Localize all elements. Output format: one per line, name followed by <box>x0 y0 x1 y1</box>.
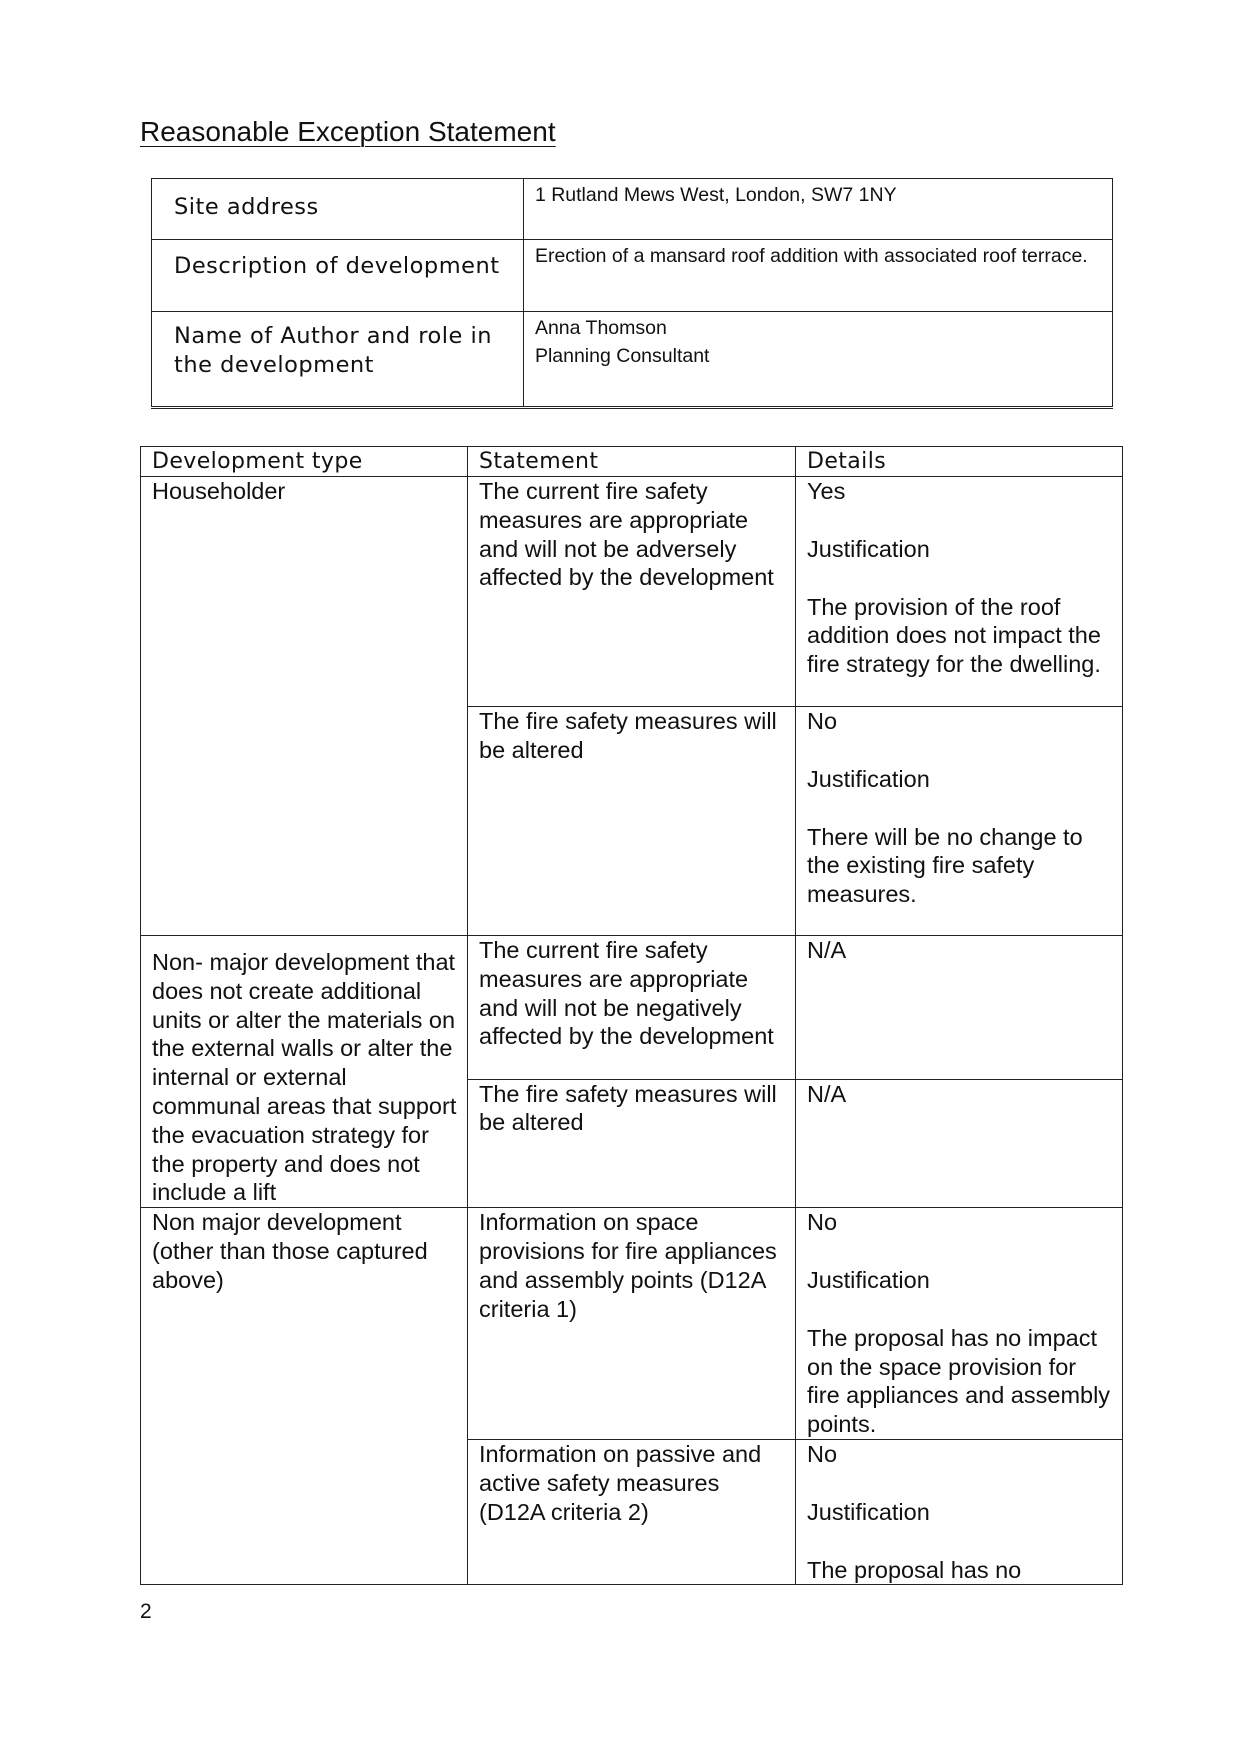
description-row <box>152 240 1113 312</box>
header-statement: Statement <box>468 447 796 477</box>
description-label: Description of development <box>152 240 524 312</box>
statement-cell: Information on passive and active safety measures (D12A criteria 2) <box>468 1439 796 1584</box>
details-cell <box>796 1439 1123 1584</box>
development-type-cell: Non- major development that does not create additional units or alter the materials on the external walls or alter the internal or external communal areas that support the evacuation strategy for the property and does not include a lift <box>141 936 468 1208</box>
justification-text: The proposal has no impact on the space provision for fire appliances and assembly points. <box>807 1324 1111 1438</box>
details-cell <box>796 1208 1123 1440</box>
justification-label: Justification <box>807 765 930 792</box>
site-address-row <box>152 179 1113 240</box>
table-row <box>141 477 1123 707</box>
statement-cell: The current fire safety measures are appropriate and will not be adversely affected by the development <box>468 477 796 707</box>
author-label: Name of Author and role in the development <box>152 312 524 408</box>
author-role: Planning Consultant <box>534 345 710 367</box>
statement-cell: Information on space provisions for fire appliances and assembly points (D12A criteria 1) <box>468 1208 796 1440</box>
justification-label: Justification <box>807 1266 930 1293</box>
fire-safety-table <box>140 446 1123 1585</box>
answer-text: No <box>807 1209 838 1236</box>
table-header-row <box>141 447 1123 477</box>
answer-text: N/A <box>807 1080 847 1107</box>
details-cell <box>796 1079 1123 1208</box>
justification-label: Justification <box>807 1498 930 1525</box>
development-type-cell: Non major development (other than those captured above) <box>141 1208 468 1585</box>
details-cell <box>796 477 1123 707</box>
header-development-type: Development type <box>141 447 468 477</box>
justification-text: There will be no change to the existing fire safety measures. <box>807 823 1083 908</box>
author-name: Anna Thomson <box>534 317 667 339</box>
page-number: 2 <box>140 1600 152 1623</box>
statement-cell: The fire safety measures will be altered <box>468 707 796 936</box>
site-info-table <box>151 178 1113 409</box>
details-cell <box>796 936 1123 1080</box>
answer-text: N/A <box>807 937 847 963</box>
table-row <box>141 936 1123 1080</box>
answer-text: Yes <box>807 478 846 504</box>
development-type-cell: Householder <box>141 477 468 936</box>
answer-text: No <box>807 1440 838 1467</box>
page-title: Reasonable Exception Statement <box>140 116 556 147</box>
details-cell <box>796 707 1123 936</box>
author-row <box>152 312 1113 408</box>
author-value <box>523 312 1112 408</box>
site-address-value: 1 Rutland Mews West, London, SW7 1NY <box>523 179 1112 240</box>
justification-text: The proposal has no <box>807 1556 1022 1583</box>
justification-label: Justification <box>807 535 930 562</box>
justification-text: The provision of the roof addition does not impact the fire strategy for the dwelling. <box>807 593 1101 678</box>
statement-cell: The current fire safety measures are appropriate and will not be negatively affected by the development <box>468 936 796 1080</box>
header-details: Details <box>796 447 1123 477</box>
answer-text: No <box>807 708 838 734</box>
table-row <box>141 1208 1123 1440</box>
description-value: Erection of a mansard roof addition with associated roof terrace. <box>523 240 1112 312</box>
statement-cell: The fire safety measures will be altered <box>468 1079 796 1208</box>
site-address-label: Site address <box>152 179 524 240</box>
